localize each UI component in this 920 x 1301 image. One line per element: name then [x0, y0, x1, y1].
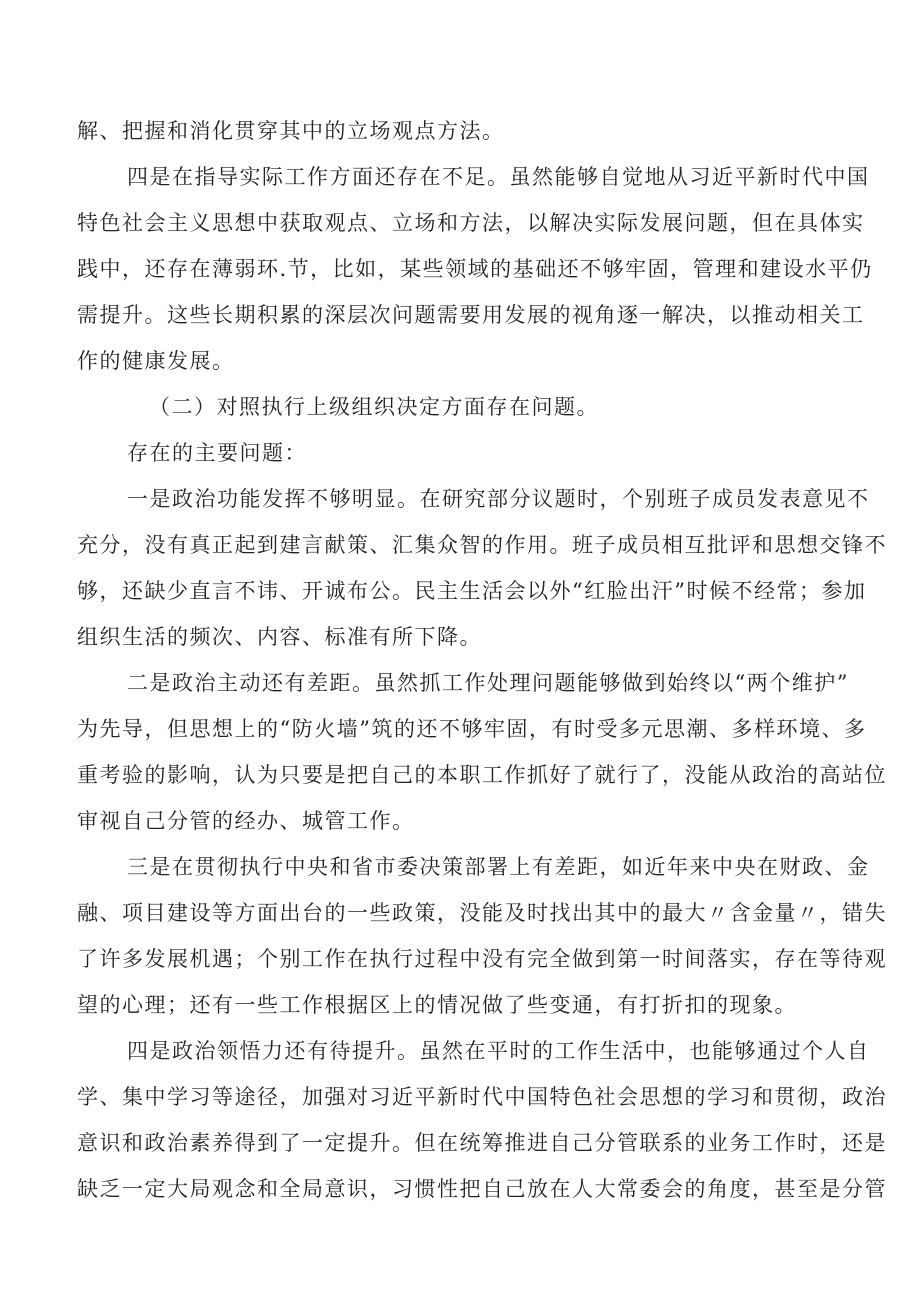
- text-line: 二是政治主动还有差距。虽然抓工作处理问题能够做到始终以“两个维护”: [127, 671, 849, 695]
- text-line: 审视自己分管的经办、城管工作。: [77, 809, 415, 833]
- text-line: 学、集中学习等途径，加强对习近平新时代中国特色社会思想的学习和贯彻，政治: [77, 1085, 887, 1109]
- text-line: 了许多发展机遇；个别工作在执行过程中没有完全做到第一时间落实，存在等待观: [77, 947, 887, 971]
- text-line: 四是在指导实际工作方面还存在不足。虽然能够自觉地从习近平新时代中国: [127, 165, 870, 189]
- text-line: 需提升。这些长期积累的深层次问题需要用发展的视角逐一解决，以推动相关工: [77, 303, 865, 327]
- text-line: 四是政治领悟力还有待提升。虽然在平时的工作生活中，也能够通过个人自: [127, 1039, 870, 1063]
- text-line: 望的心理；还有一些工作根据区上的情况做了些变通，有打折扣的现象。: [77, 993, 797, 1017]
- document-body: [77, 108, 887, 1212]
- text-line: 三是在贯彻执行中央和省市委决策部署上有差距，如近年来中央在财政、金: [127, 855, 870, 879]
- section-heading: （二）对照执行上级组织决定方面存在问题。: [149, 395, 599, 419]
- text-line: 作的健康发展。: [77, 349, 235, 373]
- text-line: 特色社会主义思想中获取观点、立场和方法，以解决实际发展问题，但在具体实: [77, 211, 865, 235]
- text-line: 为先导，但思想上的“防火墙”筑的还不够牢固，有时受多元思潮、多样环境、多: [77, 717, 867, 741]
- text-line: 一是政治功能发挥不够明显。在研究部分议题时，个别班子成员发表意见不: [127, 487, 870, 511]
- text-line: 意识和政治素养得到了一定提升。但在统筹推进自己分管联系的业务工作时，还是: [77, 1131, 887, 1155]
- text-line: 解、把握和消化贯穿其中的立场观点方法。: [77, 119, 505, 143]
- text-line: 存在的主要问题：: [127, 441, 307, 465]
- text-line: 够，还缺少直言不讳、开诚布公。民主生活会以外“红脸出汗”时候不经常；参加: [77, 579, 867, 603]
- text-line: 缺乏一定大局观念和全局意识，习惯性把自己放在人大常委会的角度，甚至是分管: [77, 1177, 887, 1201]
- text-line: 充分，没有真正起到建言献策、汇集众智的作用。班子成员相互批评和思想交锋不: [77, 533, 887, 557]
- text-line: 重考验的影响，认为只要是把自己的本职工作抓好了就行了，没能从政治的高站位: [77, 763, 887, 787]
- text-line: 践中，还存在薄弱环.节，比如，某些领域的基础还不够牢固，管理和建设水平仍: [77, 257, 873, 281]
- text-line: 融、项目建设等方面出台的一些政策，没能及时找出其中的最大〃含金量〃，错失: [77, 901, 887, 925]
- text-line: 组织生活的频次、内容、标准有所下降。: [77, 625, 482, 649]
